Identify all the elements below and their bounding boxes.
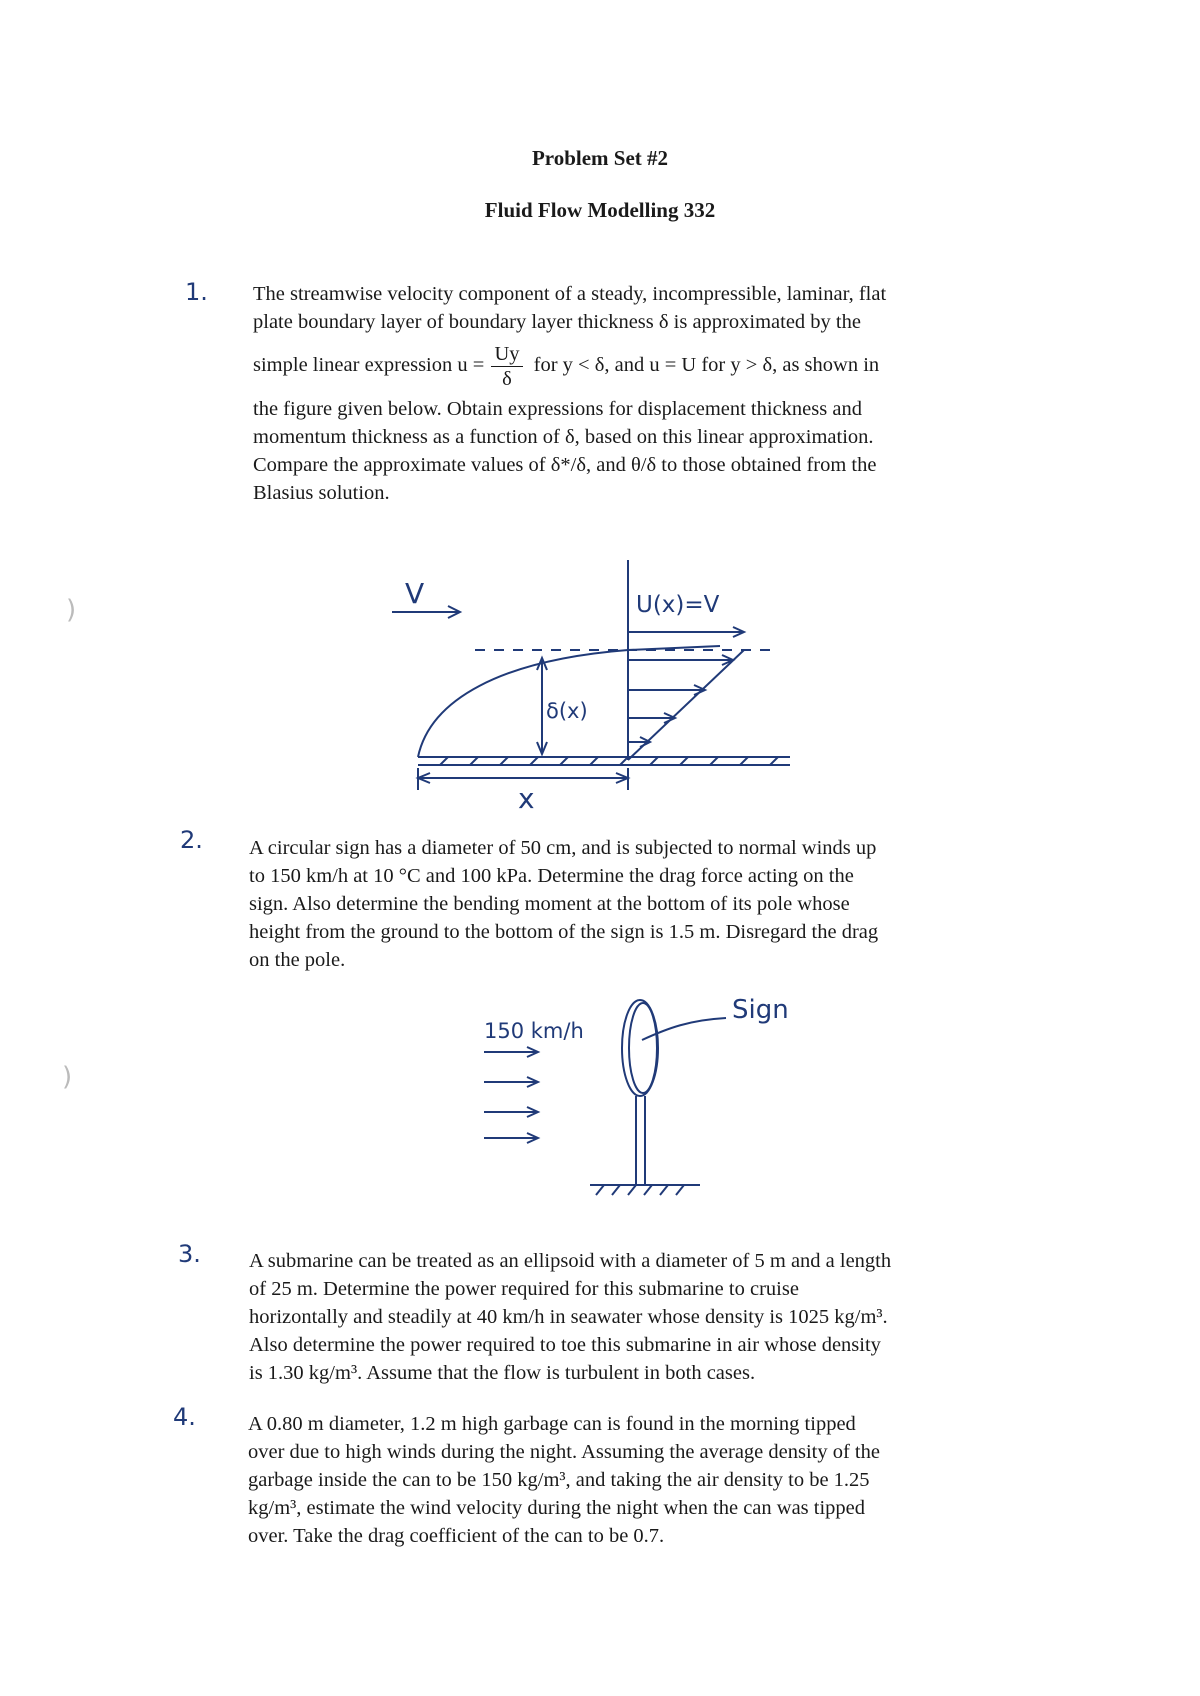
- problem-1-line: The streamwise velocity component of a steady, incompressible, laminar, flat: [253, 283, 887, 305]
- fraction-denominator: δ: [502, 368, 512, 390]
- problem-2-line: A circular sign has a diameter of 50 cm, and is subjected to normal winds up: [249, 837, 877, 859]
- sign-label: Sign: [732, 995, 789, 1025]
- problem-1-line: the figure given below. Obtain expressions for displacement thickness and: [253, 398, 862, 420]
- problem-3-line: horizontally and steadily at 40 km/h in seawater whose density is 1025 kg/m³.: [249, 1306, 888, 1328]
- problem-3-line: of 25 m. Determine the power required for this submarine to cruise: [249, 1278, 799, 1300]
- problem-1-line: Compare the approximate values of δ*/δ, and θ/δ to those obtained from the: [253, 454, 877, 476]
- thickness-label: δ(x): [546, 699, 588, 723]
- problem-4-line: kg/m³, estimate the wind velocity during the night when the can was tipped: [248, 1497, 866, 1519]
- problem-2-line: on the pole.: [249, 949, 346, 971]
- scan-artifact: ): [62, 1062, 73, 1092]
- problem-4-line: A 0.80 m diameter, 1.2 m high garbage can is found in the morning tipped: [248, 1413, 856, 1435]
- problem-1-line: plate boundary layer of boundary layer thickness δ is approximated by the: [253, 311, 861, 333]
- problem-set-title: Problem Set #2: [531, 146, 669, 170]
- problem-4-text: [248, 1410, 1010, 1550]
- problem-2-line: height from the ground to the bottom of the sign is 1.5 m. Disregard the drag: [249, 921, 879, 943]
- edge-velocity-label: U(x)=V: [636, 592, 720, 618]
- problem-4-line: garbage inside the can to be 150 kg/m³, and taking the air density to be 1.25: [248, 1469, 870, 1491]
- problem-number-2: 2.: [180, 826, 203, 854]
- ground-hatching: [596, 1185, 684, 1195]
- problem-3-text: [249, 1247, 1011, 1387]
- problem-3-line: Also determine the power required to toe this submarine in air whose density: [249, 1334, 881, 1356]
- problem-3-line: A submarine can be treated as an ellipsoid with a diameter of 5 m and a length: [249, 1250, 892, 1272]
- distance-label: x: [518, 782, 535, 815]
- problem-number-1: 1.: [185, 278, 208, 306]
- problem-number-3: 3.: [178, 1240, 201, 1268]
- problem-3-line: is 1.30 kg/m³. Assume that the flow is turbulent in both cases.: [249, 1362, 756, 1384]
- freestream-label: V: [405, 577, 425, 610]
- formula-prefix: simple linear expression u =: [253, 354, 485, 377]
- problem-4-line: over. Take the drag coefficient of the can to be 0.7.: [248, 1525, 665, 1547]
- fraction-numerator: Uy: [491, 342, 522, 367]
- problem-4-line: over due to high winds during the night. Assuming the average density of the: [248, 1441, 880, 1463]
- problem-1-line: Blasius solution.: [253, 482, 390, 504]
- problem-1-line: momentum thickness as a function of δ, based on this linear approximation.: [253, 426, 874, 448]
- wind-speed-label: 150 km/h: [484, 1019, 584, 1043]
- course-title: Fluid Flow Modelling 332: [484, 198, 716, 222]
- scan-artifact: ): [66, 595, 77, 625]
- formula-suffix: for y < δ, and u = U for y > δ, as shown in: [533, 354, 880, 377]
- problem-2-line: sign. Also determine the bending moment at the bottom of its pole whose: [249, 893, 850, 915]
- problem-2-line: to 150 km/h at 10 °C and 100 kPa. Determine the drag force acting on the: [249, 865, 854, 887]
- problem-number-4: 4.: [173, 1403, 196, 1431]
